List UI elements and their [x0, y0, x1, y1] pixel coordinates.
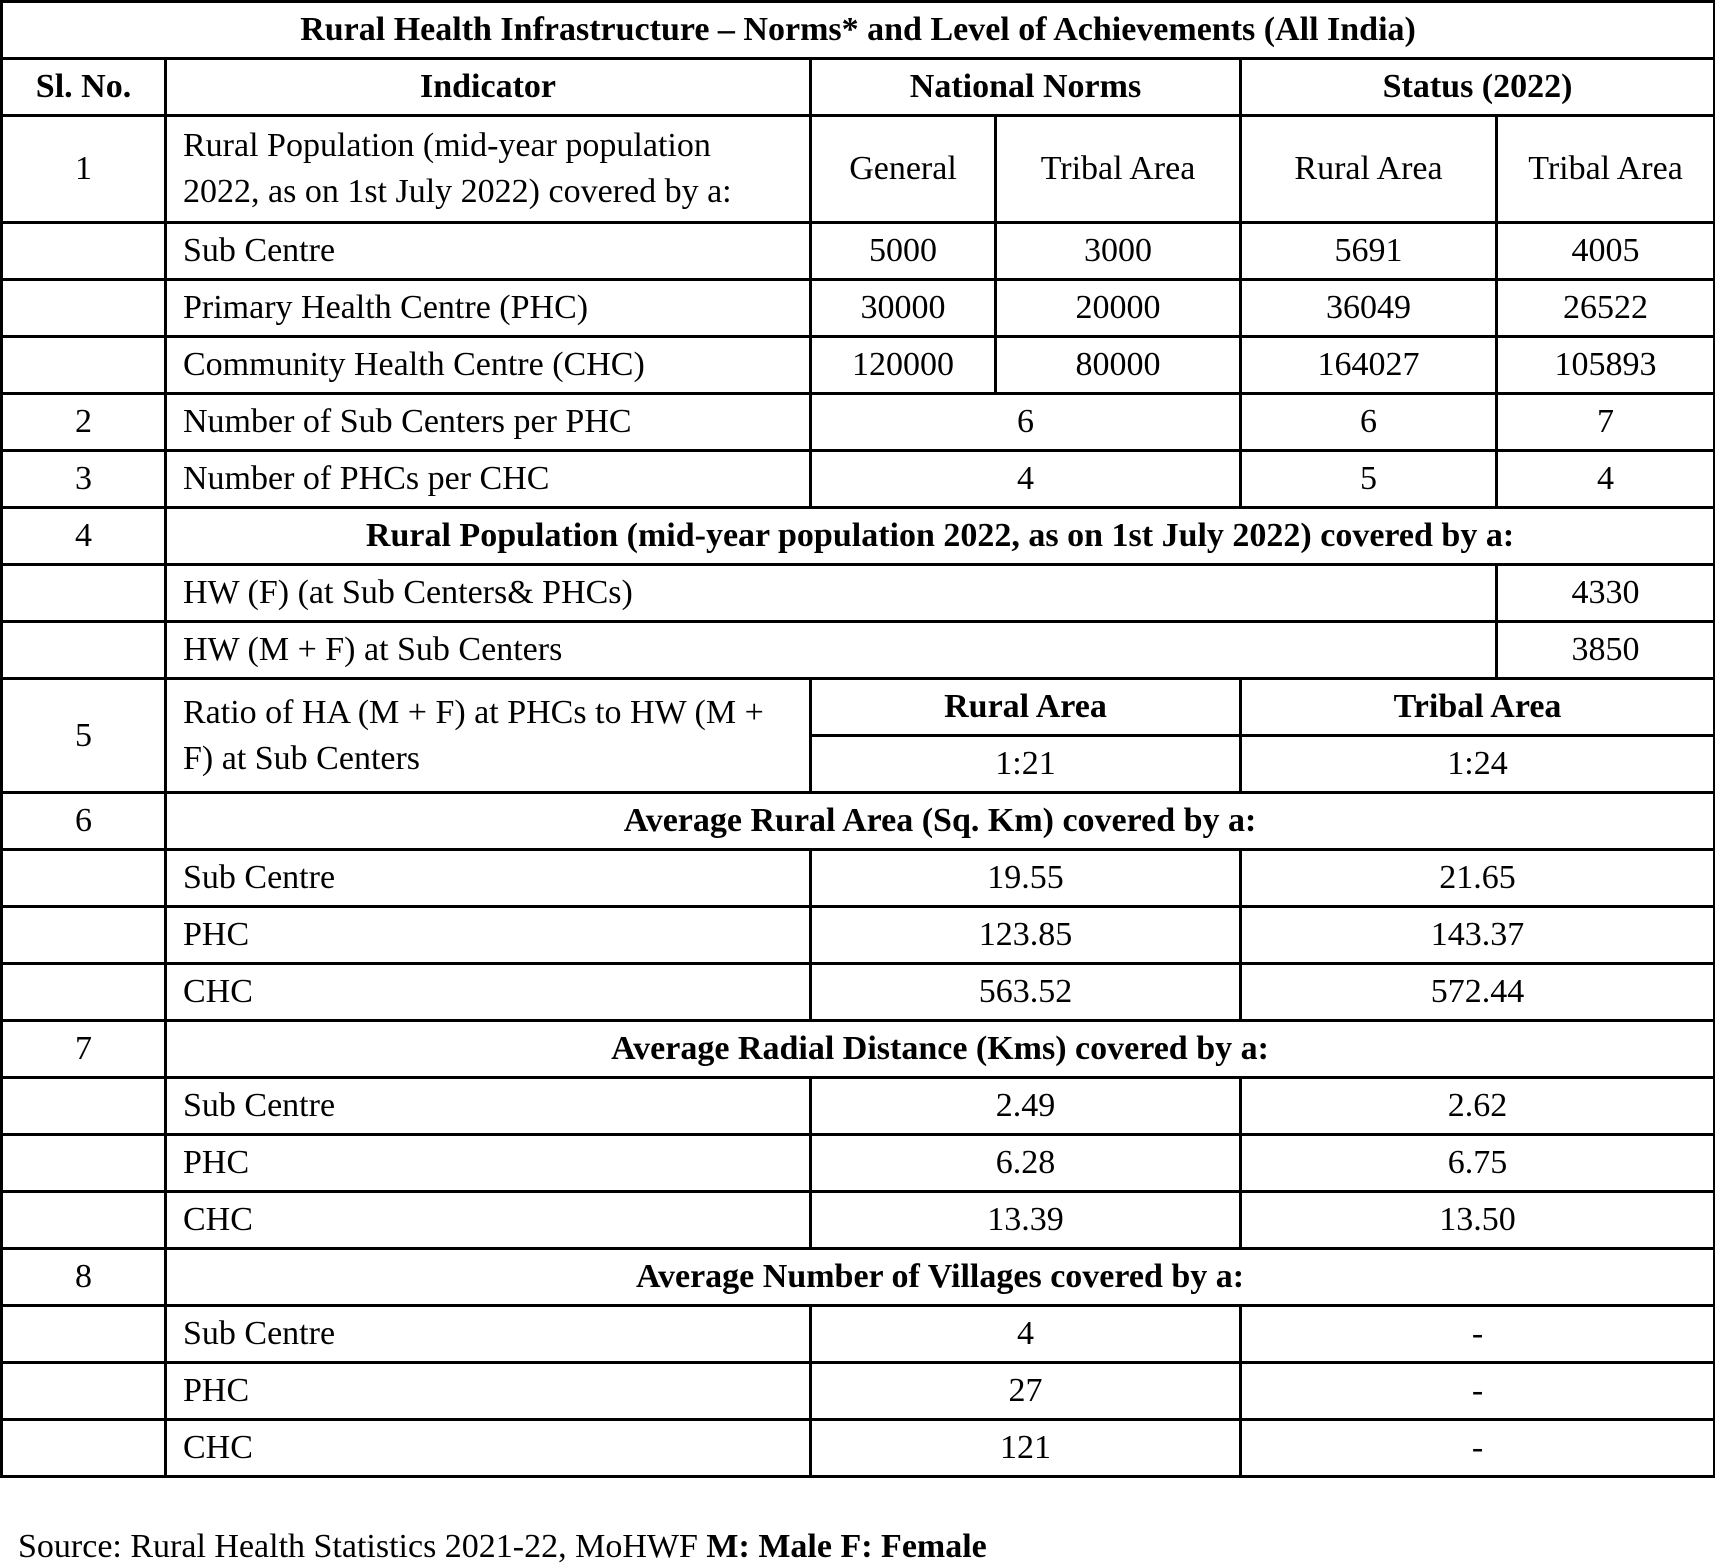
sl-cell	[2, 565, 166, 622]
sl-cell	[2, 1135, 166, 1192]
header-national-norms: National Norms	[811, 59, 1241, 116]
sl-cell	[2, 1078, 166, 1135]
value-cell: 80000	[996, 337, 1241, 394]
subheader-tribal-area: Tribal Area	[1241, 679, 1715, 736]
value-cell: 2.62	[1241, 1078, 1715, 1135]
value-cell: 1:24	[1241, 736, 1715, 793]
subheader-rural-status: Rural Area	[1241, 116, 1497, 223]
value-cell: 5691	[1241, 223, 1497, 280]
source-legend: M: Male F: Female	[706, 1528, 987, 1565]
value-cell: 21.65	[1241, 850, 1715, 907]
value-cell: 164027	[1241, 337, 1497, 394]
sl-cell: 1	[2, 116, 166, 223]
value-cell: 6.75	[1241, 1135, 1715, 1192]
value-cell: 26522	[1497, 280, 1715, 337]
indicator-cell: Rural Population (mid-year population 2022, as on 1st July 2022) covered by a:	[166, 116, 811, 223]
table-row	[2, 1021, 1715, 1078]
subheader-general: General	[811, 116, 996, 223]
indicator-cell: Ratio of HA (M + F) at PHCs to HW (M + F) at Sub Centers	[166, 679, 811, 793]
sl-cell: 3	[2, 451, 166, 508]
table-title: Rural Health Infrastructure – Norms* and Level of Achievements (All India)	[2, 2, 1715, 59]
value-cell: 5000	[811, 223, 996, 280]
table-row	[2, 337, 1715, 394]
table-row	[2, 1249, 1715, 1306]
value-cell: -	[1241, 1306, 1715, 1363]
table-row	[2, 223, 1715, 280]
sl-cell	[2, 907, 166, 964]
value-cell: 13.50	[1241, 1192, 1715, 1249]
sl-cell: 5	[2, 679, 166, 793]
value-cell: 27	[811, 1363, 1241, 1420]
indicator-cell: Number of Sub Centers per PHC	[166, 394, 811, 451]
sl-cell	[2, 1192, 166, 1249]
sl-cell	[2, 850, 166, 907]
value-cell: 4005	[1497, 223, 1715, 280]
indicator-cell: CHC	[166, 1420, 811, 1477]
indicator-cell: PHC	[166, 1363, 811, 1420]
value-cell: 563.52	[811, 964, 1241, 1021]
table-row	[2, 793, 1715, 850]
sl-cell: 4	[2, 508, 166, 565]
table-row	[2, 565, 1715, 622]
header-sl-no: Sl. No.	[2, 59, 166, 116]
value-cell: 4	[811, 1306, 1241, 1363]
header-row	[2, 59, 1715, 116]
sl-cell: 6	[2, 793, 166, 850]
value-cell: 3850	[1497, 622, 1715, 679]
indicator-cell: Primary Health Centre (PHC)	[166, 280, 811, 337]
value-cell: 4	[1497, 451, 1715, 508]
sl-cell	[2, 622, 166, 679]
table-row	[2, 907, 1715, 964]
indicator-cell: PHC	[166, 907, 811, 964]
table-row	[2, 116, 1715, 223]
value-cell: 1:21	[811, 736, 1241, 793]
indicator-cell: Number of PHCs per CHC	[166, 451, 811, 508]
title-row	[2, 2, 1715, 59]
table-row	[2, 1078, 1715, 1135]
indicator-cell: CHC	[166, 964, 811, 1021]
indicator-cell: Sub Centre	[166, 1306, 811, 1363]
sl-cell	[2, 223, 166, 280]
sl-cell	[2, 337, 166, 394]
value-cell: -	[1241, 1420, 1715, 1477]
value-cell: 4	[811, 451, 1241, 508]
value-cell: 6	[811, 394, 1241, 451]
value-cell: 3000	[996, 223, 1241, 280]
table-row	[2, 1306, 1715, 1363]
table-row	[2, 1363, 1715, 1420]
value-cell: 5	[1241, 451, 1497, 508]
value-cell: 2.49	[811, 1078, 1241, 1135]
sl-cell: 8	[2, 1249, 166, 1306]
table-row	[2, 622, 1715, 679]
table-row	[2, 394, 1715, 451]
sl-cell	[2, 964, 166, 1021]
table-row	[2, 451, 1715, 508]
value-cell: 572.44	[1241, 964, 1715, 1021]
sl-cell	[2, 1306, 166, 1363]
sl-cell: 2	[2, 394, 166, 451]
indicator-cell: Community Health Centre (CHC)	[166, 337, 811, 394]
subheader-tribal-norm: Tribal Area	[996, 116, 1241, 223]
table-row	[2, 1192, 1715, 1249]
header-status: Status (2022)	[1241, 59, 1715, 116]
value-cell: 120000	[811, 337, 996, 394]
section-heading: Average Number of Villages covered by a:	[166, 1249, 1715, 1306]
sl-cell: 7	[2, 1021, 166, 1078]
section-heading: Rural Population (mid-year population 2022, as on 1st July 2022) covered by a:	[166, 508, 1715, 565]
indicator-cell: HW (M + F) at Sub Centers	[166, 622, 1497, 679]
table-row	[2, 964, 1715, 1021]
value-cell: 19.55	[811, 850, 1241, 907]
value-cell: 143.37	[1241, 907, 1715, 964]
source-text: Source: Rural Health Statistics 2021-22, MoHWF	[18, 1528, 698, 1565]
value-cell: -	[1241, 1363, 1715, 1420]
sl-cell	[2, 1420, 166, 1477]
value-cell: 6.28	[811, 1135, 1241, 1192]
value-cell: 4330	[1497, 565, 1715, 622]
sl-cell	[2, 1363, 166, 1420]
indicator-cell: Sub Centre	[166, 223, 811, 280]
table-row	[2, 850, 1715, 907]
sl-cell	[2, 280, 166, 337]
value-cell: 13.39	[811, 1192, 1241, 1249]
section-heading: Average Radial Distance (Kms) covered by a:	[166, 1021, 1715, 1078]
table-row	[2, 679, 1715, 736]
value-cell: 6	[1241, 394, 1497, 451]
source-note	[18, 1528, 987, 1566]
indicator-cell: HW (F) (at Sub Centers& PHCs)	[166, 565, 1497, 622]
value-cell: 105893	[1497, 337, 1715, 394]
value-cell: 121	[811, 1420, 1241, 1477]
table-row	[2, 280, 1715, 337]
value-cell: 7	[1497, 394, 1715, 451]
indicator-cell: Sub Centre	[166, 1078, 811, 1135]
indicator-cell: PHC	[166, 1135, 811, 1192]
value-cell: 123.85	[811, 907, 1241, 964]
value-cell: 36049	[1241, 280, 1497, 337]
header-indicator: Indicator	[166, 59, 811, 116]
table-row	[2, 1420, 1715, 1477]
section-heading: Average Rural Area (Sq. Km) covered by a:	[166, 793, 1715, 850]
indicator-cell: Sub Centre	[166, 850, 811, 907]
subheader-rural-area: Rural Area	[811, 679, 1241, 736]
value-cell: 20000	[996, 280, 1241, 337]
table-row	[2, 508, 1715, 565]
indicator-cell: CHC	[166, 1192, 811, 1249]
subheader-tribal-status: Tribal Area	[1497, 116, 1715, 223]
value-cell: 30000	[811, 280, 996, 337]
table-row	[2, 1135, 1715, 1192]
